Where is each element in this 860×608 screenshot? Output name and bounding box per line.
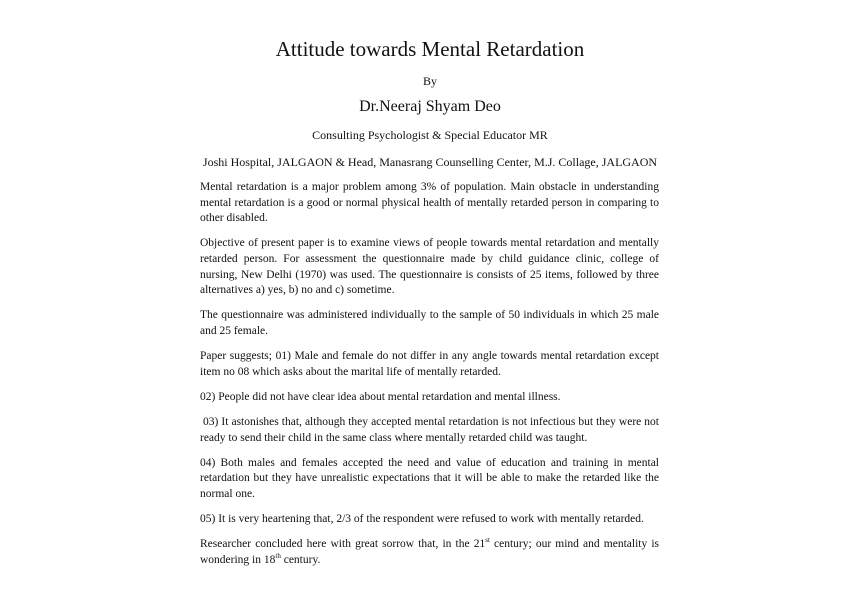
paragraph-finding-01: Paper suggests; 01) Male and female do not differ in any angle towards mental retardation except item no 08 which asks about the marital life of mentally retarded. (200, 350, 659, 378)
by-line: By (422, 74, 437, 88)
conclusion-text-3: century. (280, 554, 321, 567)
conclusion-text-1: Researcher concluded here with great sorrow that, in the 21 (200, 538, 486, 551)
conclusion-text-2: century; our mind and mentality is wondering in 18 (200, 538, 660, 567)
paragraph-objective: Objective of present paper is to examine views of people towards mental retardation and mentally retarded person. For assessment the questionnaire made by child guidance clinic, college of nursing, New Delhi (1970) was used. The questionnaire is consists of 25 items, followed by three alternatives a) yes, b) no and c) sometime. (200, 237, 659, 297)
conclusion-superscript-1: st (485, 536, 490, 545)
paragraph-sample: The questionnaire was administered individually to the sample of 50 individuals in which 25 male and 25 female. (200, 309, 659, 337)
page-title: Attitude towards Mental Retardation (275, 37, 585, 61)
author-affiliation-role: Consulting Psychologist & Special Educator MR (312, 128, 548, 142)
paragraph-conclusion (200, 537, 659, 568)
conclusion-superscript-2: th (275, 552, 281, 561)
author-name: Dr.Neeraj Shyam Deo (359, 98, 501, 115)
paragraph-finding-03: 03) It astonishes that, although they accepted mental retardation is not infectious but they were not ready to send their child in the same class where mentally retarded child was taught. (200, 416, 662, 444)
paragraph-intro: Mental retardation is a major problem among 3% of population. Main obstacle in understanding mental retardation is a good or normal physical health of mentally retarded person in comparing to other disabled. (200, 181, 659, 225)
paragraph-finding-04: 04) Both males and females accepted the need and value of education and training in mental retardation but they have unrealistic expectations that it will be able to make the retarded like the normal one. (200, 456, 659, 501)
author-affiliation-institution: Joshi Hospital, JALGAON & Head, Manasrang Counselling Center, M.J. Collage, JALGAON (202, 155, 658, 169)
abstract-body (200, 180, 662, 578)
paragraph-finding-02: 02) People did not have clear idea about mental retardation and mental illness. (200, 390, 561, 403)
paragraph-finding-05: 05) It is very heartening that, 2/3 of the respondent were refused to work with mentally retarded. (200, 513, 644, 526)
